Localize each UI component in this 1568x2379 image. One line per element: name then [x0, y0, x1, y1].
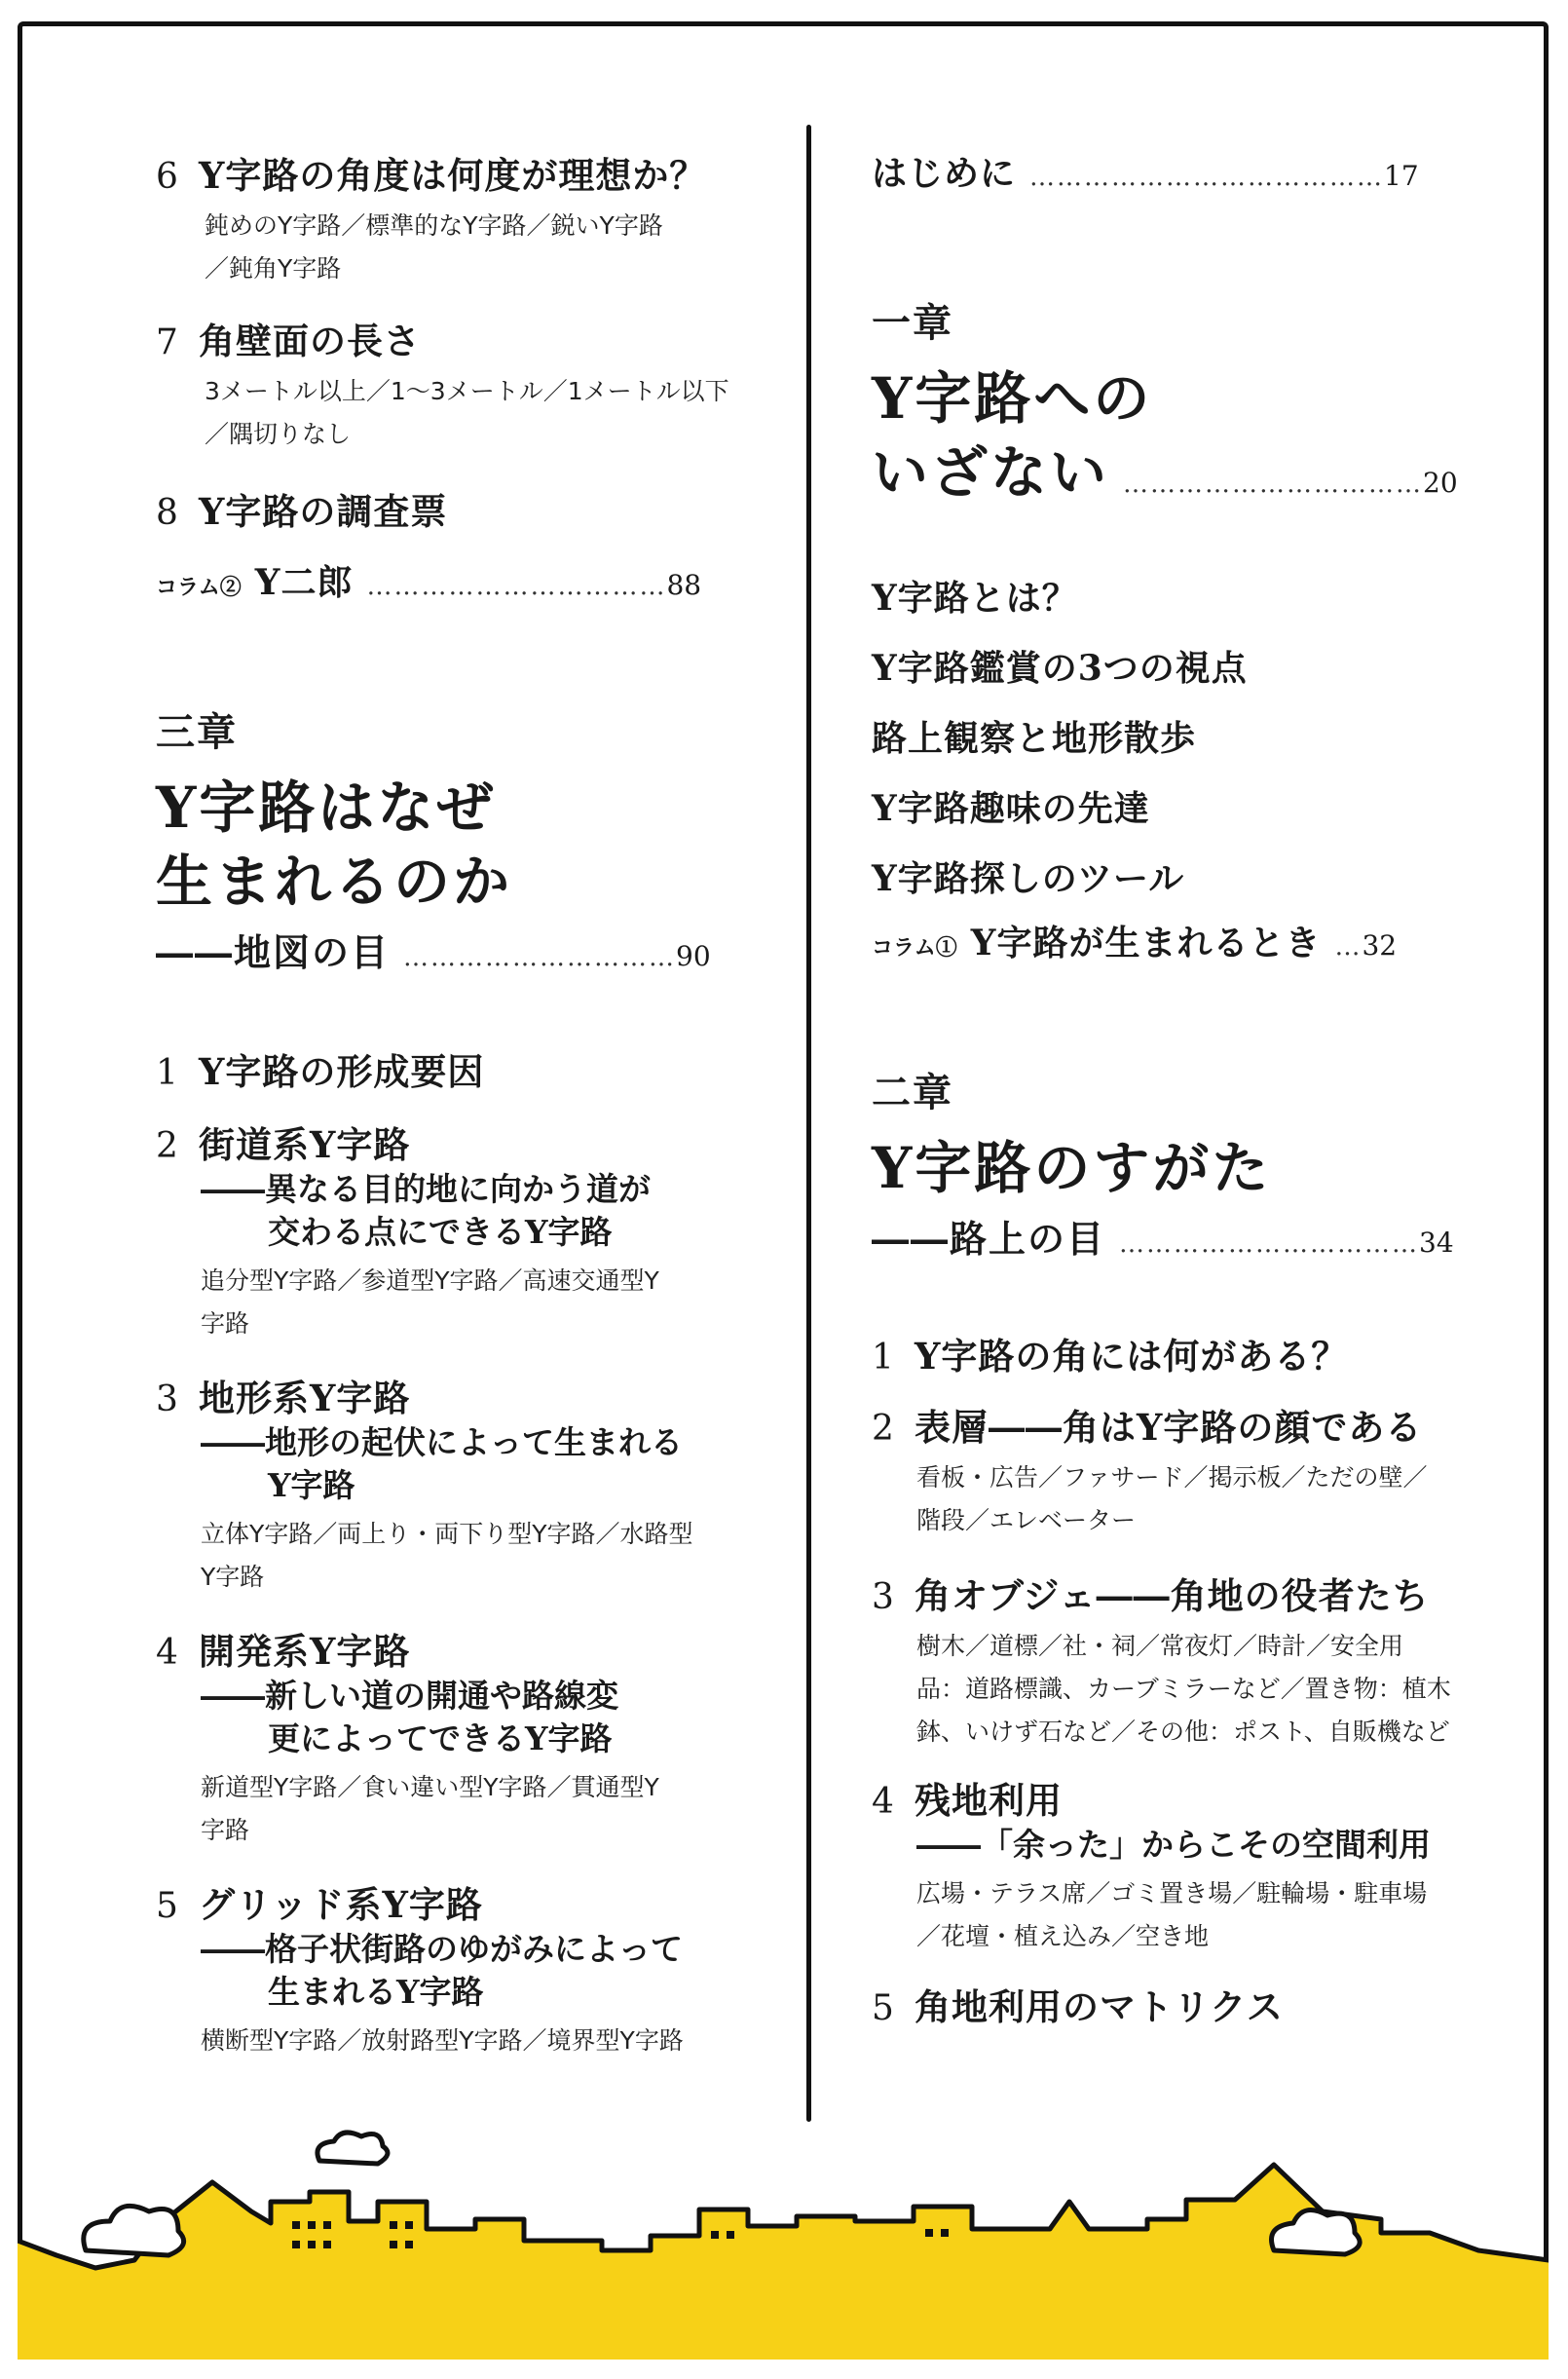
column-1-entry[interactable]: コラム① Y字路が生まれるとき … 32: [872, 923, 1398, 963]
chapter-1-items: [872, 563, 1475, 914]
chapter-2-heading[interactable]: 二章 Y字路のすがた ――路上の目 …………………………… 34: [872, 1070, 1454, 1261]
chapter-3-heading[interactable]: 三章 Y字路はなぜ 生まれるのか ――地図の目 ………………………… 90: [156, 709, 711, 974]
skyline-fill: [18, 2165, 1549, 2360]
toc-item-3-1[interactable]: 1 Y字路の形成要因: [156, 1050, 485, 1093]
toc-item-2-4[interactable]: 4 残地利用 ――「余った」からこその空間利用 広場・テラス席／ゴミ置き場／駐輪場・駐車場 ／花壇・植え込み／空き地: [872, 1779, 1431, 1950]
toc-item-7[interactable]: 7 角壁面の長さ 3メートル以上／1〜3メートル／1メートル以下 ／隅切りなし: [156, 320, 729, 448]
toc-item-2-3[interactable]: 3 角オブジェ――角地の役者たち 樹木／道標／社・祠／常夜灯／時計／安全用 品：道路標識、カーブミラーなど／置き物：植木 鉢、いけず石など／その他：ポスト、自販機など: [872, 1574, 1451, 1746]
toc-item-3-2[interactable]: 2 街道系Y字路 ――異なる目的地に向かう道が 交わる点にできるY字路 追分型Y字路／参道型Y字路／高速交通型Y 字路: [156, 1123, 659, 1338]
column-2-entry[interactable]: コラム② Y二郎 …………………………… 88: [156, 562, 702, 603]
ch1-item[interactable]: Y字路鑑賞の3つの視点: [872, 648, 1248, 689]
ch1-item[interactable]: Y字路探しのツール: [872, 858, 1185, 899]
intro-entry[interactable]: はじめに ………………………………… 17: [872, 153, 1419, 194]
toc-item-2-1[interactable]: 1 Y字路の角には何がある？: [872, 1335, 1349, 1378]
toc-item-3-4[interactable]: 4 開発系Y字路 ――新しい道の開通や路線変 更によってできるY字路 新道型Y字路／食い違い型Y字路／貫通型Y 字路: [156, 1630, 659, 1844]
toc-item-2-5[interactable]: 5 角地利用のマトリクス: [872, 1985, 1284, 2028]
chapter-1-heading[interactable]: 一章 Y字路への いざない …………………………… 20: [872, 300, 1458, 506]
city-skyline-illustration: [18, 2104, 1549, 2360]
column-divider: [806, 125, 811, 2122]
cloud-top: [317, 2133, 388, 2164]
cloud-left: [84, 2206, 184, 2255]
toc-item-8[interactable]: 8 Y字路の調査票: [156, 490, 448, 533]
toc-item-3-3[interactable]: 3 地形系Y字路 ――地形の起伏によって生まれる Y字路 立体Y字路／両上り・両下り型Y字路／水路型 Y字路: [156, 1377, 693, 1591]
ch1-item[interactable]: 路上観察と地形散歩: [872, 718, 1197, 759]
ch1-item[interactable]: Y字路趣味の先達: [872, 788, 1150, 829]
toc-item-6[interactable]: 6 Y字路の角度は何度が理想か？ 鈍めのY字路／標準的なY字路／鋭いY字路 ／鈍角Y字路: [156, 154, 707, 283]
toc-item-3-5[interactable]: 5 グリッド系Y字路 ――格子状街路のゆがみによって 生まれるY字路 横断型Y字路／放射路型Y字路／境界型Y字路: [156, 1883, 684, 2055]
ch1-item[interactable]: Y字路とは？: [872, 578, 1078, 619]
toc-item-2-2[interactable]: 2 表層――角はY字路の顔である 看板・広告／ファサード／掲示板／ただの壁／ 階段／エレベーター: [872, 1406, 1428, 1534]
